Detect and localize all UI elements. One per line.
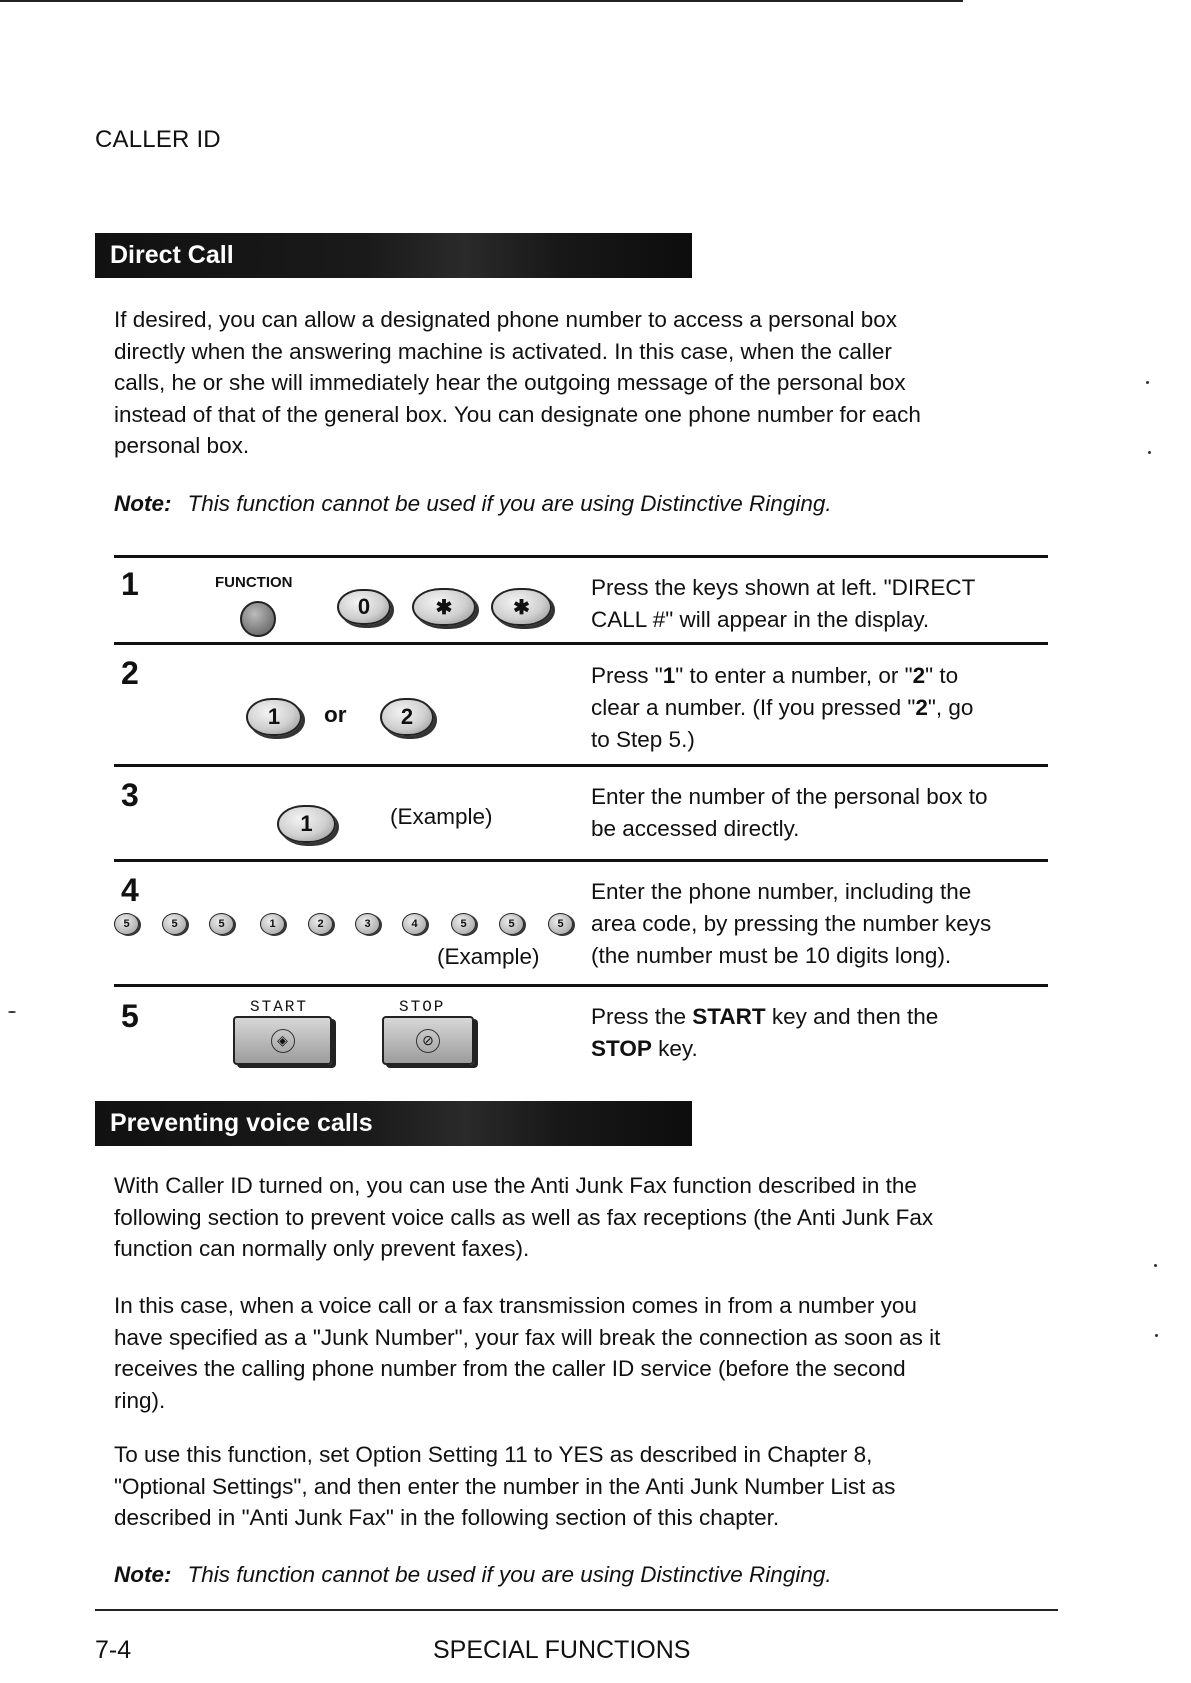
stop-key-label: STOP — [399, 998, 446, 1016]
paragraph-line: If desired, you can allow a designated phone number to access a personal box — [114, 307, 897, 332]
function-key-icon — [240, 601, 276, 637]
digit-key-icon: 2 — [308, 913, 333, 935]
step-number: 2 — [121, 655, 139, 691]
star-key-icon: ✱ — [491, 588, 552, 626]
step-number: 4 — [121, 872, 139, 908]
digit-key-icon: 5 — [114, 913, 139, 935]
digit-key-icon: 5 — [209, 913, 234, 935]
scan-speck — [8, 1011, 16, 1013]
scan-speck — [1154, 1264, 1157, 1267]
step-number: 5 — [121, 998, 139, 1034]
step-divider — [114, 984, 1048, 987]
start-key-label: START — [250, 998, 309, 1016]
step-description — [591, 876, 1051, 972]
note-label: Note: — [114, 1562, 172, 1587]
paragraph-line: To use this function, set Option Setting 11 to YES as described in Chapter 8, — [114, 1442, 873, 1467]
paragraph-line: ring). — [114, 1387, 166, 1413]
paragraph-line: calls, he or she will immediately hear the outgoing message of the personal box — [114, 370, 906, 395]
section-heading-label: Direct Call — [110, 241, 234, 269]
function-key-label: FUNCTION — [215, 574, 293, 591]
description-line: be accessed directly. — [591, 816, 800, 841]
step-divider — [114, 642, 1048, 645]
description-line: CALL #" will appear in the display. — [591, 607, 930, 632]
key-0-icon: 0 — [337, 589, 391, 625]
paragraph-line: following section to prevent voice calls as well as fax receptions (the Anti Junk Fax — [114, 1204, 934, 1230]
paragraph-line: directly when the answering machine is activated. In this case, when the caller — [114, 338, 892, 364]
scan-speck — [1148, 451, 1151, 454]
digit-key-icon: 1 — [260, 913, 285, 935]
step-description — [591, 572, 1051, 636]
digit-key-icon: 5 — [548, 913, 573, 935]
description-line: clear a number. (If you pressed "2", go — [591, 695, 974, 720]
step-number: 1 — [121, 566, 139, 602]
description-line: to Step 5.) — [591, 727, 695, 752]
preventing-note — [114, 1562, 832, 1588]
scan-speck — [1146, 381, 1149, 384]
step-divider — [114, 764, 1048, 767]
example-label: (Example) — [437, 944, 540, 969]
preventing-paragraph — [114, 1290, 1054, 1416]
digit-key-icon: 3 — [355, 913, 380, 935]
note-text: This function cannot be used if you are using Distinctive Ringing. — [187, 1562, 832, 1587]
note-label: Note: — [114, 491, 172, 516]
step-divider — [114, 555, 1048, 558]
digit-key-icon: 5 — [451, 913, 476, 935]
description-line: Enter the phone number, including the — [591, 879, 972, 904]
paragraph-line: In this case, when a voice call or a fax transmission comes in from a number you — [114, 1293, 917, 1318]
key-1-icon: 1 — [246, 698, 302, 736]
key-2-icon: 2 — [380, 698, 434, 736]
description-line: Press the START key and then the — [591, 1004, 939, 1029]
footer-divider — [95, 1609, 1058, 1611]
step-description — [591, 660, 1051, 756]
step-divider — [114, 859, 1048, 862]
description-line: STOP key. — [591, 1036, 698, 1061]
description-line: Press the keys shown at left. "DIRECT — [591, 575, 976, 600]
preventing-paragraph — [114, 1170, 1054, 1265]
paragraph-line: have specified as a "Junk Number", your fax will break the connection as soon as it — [114, 1324, 941, 1350]
description-line: area code, by pressing the number keys — [591, 911, 992, 936]
direct-call-paragraph — [114, 304, 1054, 462]
paragraph-line: receives the calling phone number from the caller ID service (before the second — [114, 1356, 906, 1381]
section-heading-label: Preventing voice calls — [110, 1109, 373, 1137]
description-line: (the number must be 10 digits long). — [591, 943, 952, 968]
step-description — [591, 1001, 1051, 1065]
start-glyph-icon: ◈ — [271, 1029, 295, 1053]
paragraph-line: function can normally only prevent faxes). — [114, 1236, 530, 1261]
paragraph-line: personal box. — [114, 433, 250, 458]
step-description — [591, 781, 1051, 845]
description-line: Press "1" to enter a number, or "2" to — [591, 663, 959, 688]
scan-speck — [1155, 1334, 1158, 1337]
section-heading-preventing-voice-calls — [95, 1101, 692, 1146]
key-1-icon: 1 — [277, 805, 336, 843]
paragraph-line: With Caller ID turned on, you can use the Anti Junk Fax function described in the — [114, 1173, 917, 1198]
paragraph-line: instead of that of the general box. You can designate one phone number for each — [114, 401, 921, 427]
note-text: This function cannot be used if you are using Distinctive Ringing. — [187, 491, 832, 516]
step-number: 3 — [121, 777, 139, 813]
digit-key-icon: 4 — [402, 913, 427, 935]
paragraph-line: "Optional Settings", and then enter the number in the Anti Junk Number List as — [114, 1473, 896, 1499]
direct-call-note — [114, 491, 832, 517]
footer-section-title: SPECIAL FUNCTIONS — [433, 1636, 691, 1664]
section-heading-direct-call — [95, 233, 692, 278]
page-number: 7-4 — [95, 1636, 132, 1664]
stop-key-icon — [382, 1016, 474, 1065]
paragraph-line: described in "Anti Junk Fax" in the following section of this chapter. — [114, 1505, 780, 1530]
header-divider — [0, 0, 963, 2]
preventing-paragraph — [114, 1439, 1054, 1534]
or-text: or — [324, 702, 347, 727]
description-line: Enter the number of the personal box to — [591, 784, 988, 809]
example-label: (Example) — [390, 804, 493, 829]
digit-key-icon: 5 — [162, 913, 187, 935]
star-key-icon: ✱ — [412, 588, 476, 626]
digit-key-icon: 5 — [499, 913, 524, 935]
start-key-icon — [233, 1016, 332, 1065]
page-header-title: CALLER ID — [95, 126, 221, 153]
stop-glyph-icon: ⊘ — [416, 1029, 440, 1053]
